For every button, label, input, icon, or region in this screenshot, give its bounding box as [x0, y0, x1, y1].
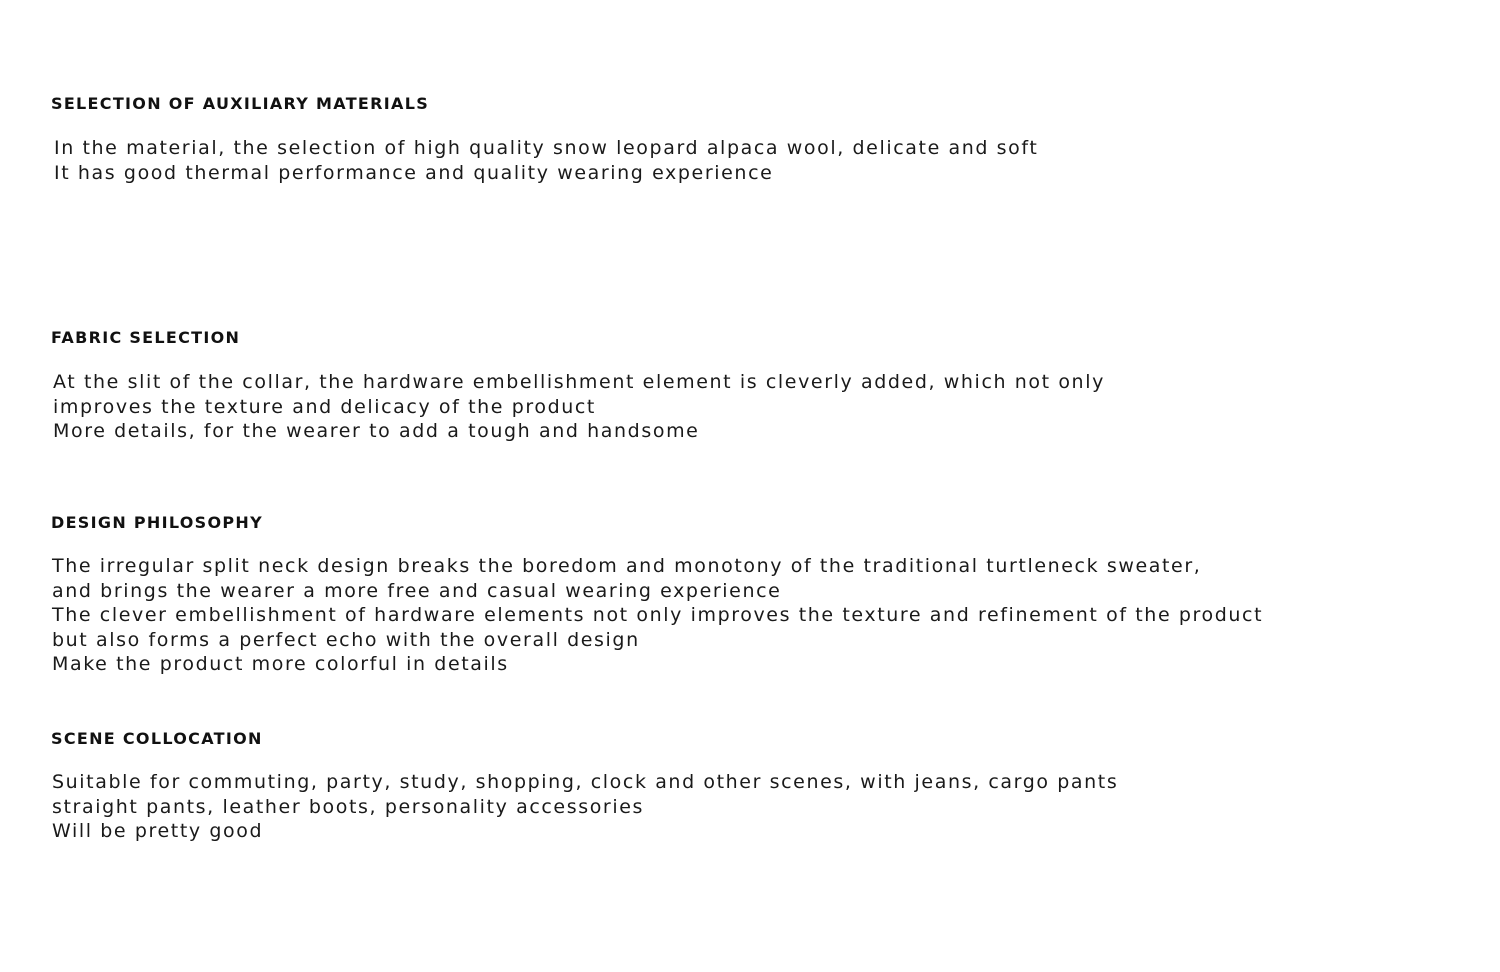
- section-body: [52, 770, 1118, 844]
- body-line: More details, for the wearer to add a tough and handsome: [53, 420, 700, 442]
- body-line: straight pants, leather boots, personality accessories: [52, 795, 645, 818]
- body-line: and brings the wearer a more free and casual wearing experience: [52, 579, 782, 602]
- section-body: [52, 554, 1263, 677]
- section-heading: SCENE COLLOCATION: [51, 729, 263, 748]
- body-line: Make the product more colorful in details: [52, 653, 509, 675]
- body-line: Will be pretty good: [52, 820, 264, 842]
- section-fabric-selection: [51, 328, 1105, 444]
- body-line: but also forms a perfect echo with the overall design: [52, 628, 640, 651]
- body-line: The irregular split neck design breaks the boredom and monotony of the traditional turtleneck sweater,: [52, 555, 1202, 577]
- section-heading: SELECTION OF AUXILIARY MATERIALS: [51, 94, 430, 113]
- section-heading: DESIGN PHILOSOPHY: [51, 513, 264, 532]
- section-auxiliary-materials: [51, 94, 1038, 185]
- body-line: It has good thermal performance and quality wearing experience: [54, 161, 774, 184]
- section-design-philosophy: [51, 513, 1263, 677]
- body-line: In the material, the selection of high quality snow leopard alpaca wool, delicate and soft: [54, 137, 1039, 159]
- section-heading: FABRIC SELECTION: [51, 328, 241, 347]
- body-line: At the slit of the collar, the hardware embellishment element is cleverly added, which not only: [53, 371, 1105, 393]
- body-line: Suitable for commuting, party, study, shopping, clock and other scenes, with jeans, cargo pants: [52, 771, 1119, 793]
- section-body: [53, 370, 1105, 444]
- section-body: [54, 136, 1038, 185]
- body-line: improves the texture and delicacy of the product: [53, 395, 596, 418]
- body-line: The clever embellishment of hardware elements not only improves the texture and refinement of the product: [52, 604, 1264, 626]
- section-scene-collocation: [51, 729, 1118, 844]
